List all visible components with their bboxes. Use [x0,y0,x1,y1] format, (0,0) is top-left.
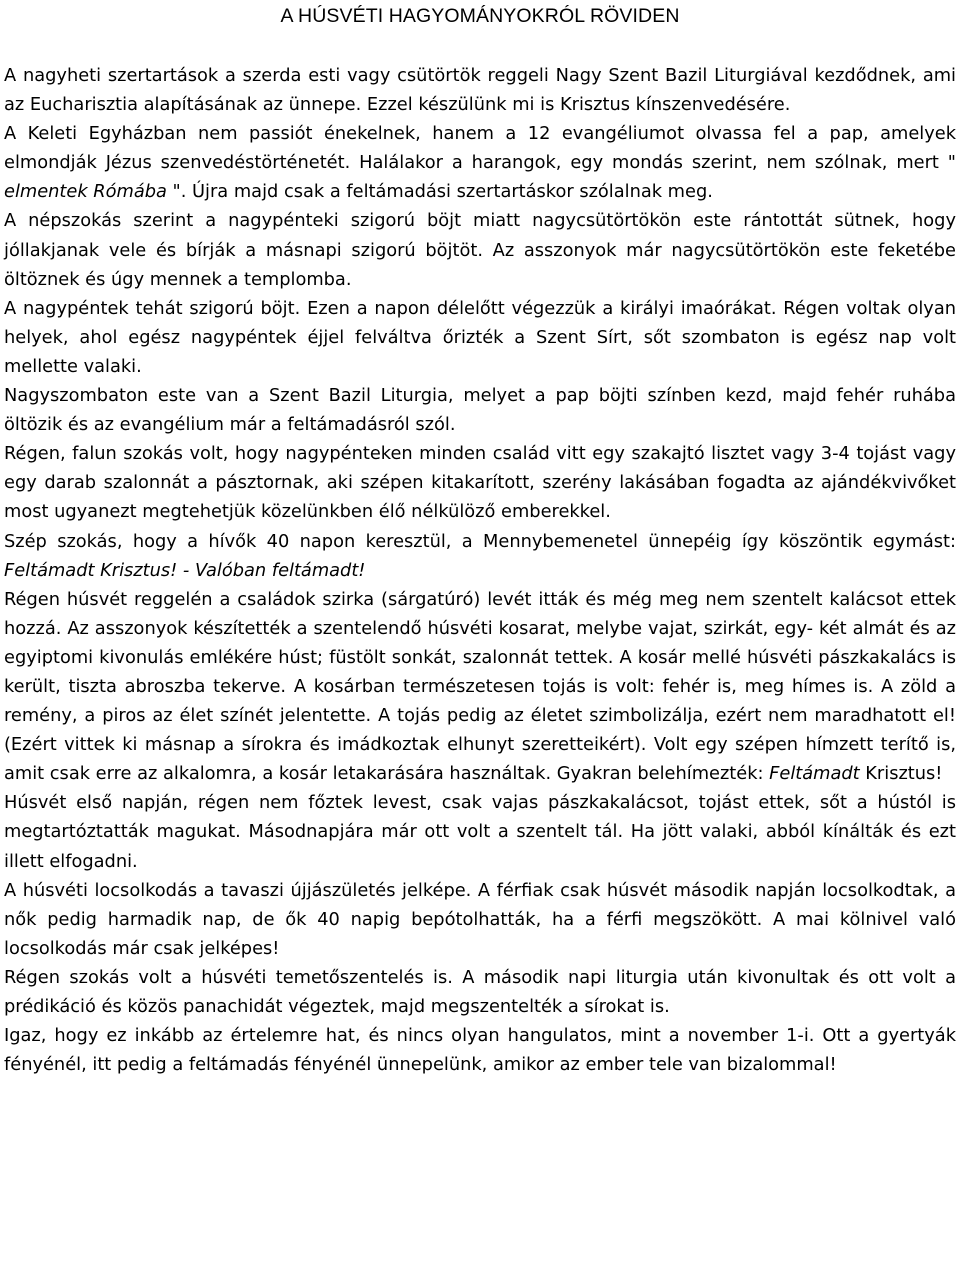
text-segment: Szép szokás, hogy a hívők 40 napon keresztül, a Mennybemenetel ünnepéig így köszöntik egymást: [4,530,956,552]
document-title: A HÚSVÉTI HAGYOMÁNYOKRÓL RÖVIDEN [280,5,680,27]
paragraph [4,61,956,119]
italic-text: Feltámadt Krisztus! - Valóban feltámadt! [4,559,366,581]
paragraph [4,439,956,526]
italic-text: Feltámadt [769,763,860,785]
paragraph [4,294,956,381]
paragraph [4,119,956,206]
text-segment: Krisztus! [859,763,943,785]
text-segment: Húsvét első napján, régen nem főztek levest, csak vajas pászkakalácsot, tojást ettek, sőt a hústól is megtartóztatták magukat. Másodnapjára már ott volt a szentelt tál. Ha jött valaki, abból kínálták és ezt illett elfogadni. [4,792,956,872]
paragraph [4,788,956,875]
text-segment: A nagypéntek tehát szigorú böjt. Ezen a napon délelőtt végezzük a királyi imaórákat. Régen voltak olyan helyek, ahol egész nagypéntek éjjel felváltva őrizték a Szent Sírt, sőt szombaton is egész nap volt mellette valaki. [4,297,956,377]
paragraph [4,876,956,963]
paragraph [4,963,956,1021]
text-segment: Régen szokás volt a húsvéti temetőszentelés is. A második napi liturgia után kivonultak és ott volt a prédikáció és közös panachidát végeztek, majd megszentelték a sírokat is. [4,966,956,1017]
text-segment: Régen húsvét reggelén a családok szirka (sárgatúró) levét itták és még meg nem szentelt kalácsot ettek hozzá. Az asszonyok készítették a szentelendő húsvéti kosarat, melybe vajat, szirkát, egy- két almát és az egyiptomi kivonulás emlékére húst; füstölt sonkát, szalonnát tettek. A kosár mellé húsvéti pászkakalács is került, tiszta abroszba tekerve. A kosárban természetesen tojás is volt: fehér is, meg hímes is. A zöld a remény, a piros az élet színét jelentette. A tojás pedig az életet szimbolizálja, ezért nem maradhatott el! (Ezért vittek ki másnap a sírokra és imádkoztak elhunyt szeretteikért). Volt egy szépen hímzett terítő is, amit csak erre az alkalomra, a kosár letakarására használtak. Gyakran belehímezték: [4,588,956,785]
text-segment: Igaz, hogy ez inkább az értelemre hat, és nincs olyan hangulatos, mint a november 1-i. Ott a gyertyák fényénél, itt pedig a feltámadás fényénél ünnepelünk, amikor az ember tele van bizalommal! [4,1025,956,1076]
paragraph [4,585,956,789]
document-page [4,0,956,1079]
paragraph [4,381,956,439]
text-segment: Régen, falun szokás volt, hogy nagypénteken minden család vitt egy szakajtó lisztet vagy 3-4 tojást vagy egy darab szalonnát a pásztornak, aki szépen kitakarított, szerény lakásában fogadta az ajándékvivőket most ugyanezt megtehetjük közelünkben élő nélkülöző emberekkel. [4,443,956,523]
paragraph [4,206,956,293]
text-segment: A Keleti Egyházban nem passiót énekelnek, hanem a 12 evangéliumot olvassa fel a pap, amelyek elmondják Jézus szenvedéstörténetét. Halálakor a harangok, egy mondás szerint, nem szólnak, mert " [4,123,956,174]
paragraph [4,1021,956,1079]
text-segment: Nagyszombaton este van a Szent Bazil Liturgia, melyet a pap böjti színben kezd, majd fehér ruhába öltözik és az evangélium már a feltámadásról szól. [4,385,956,436]
text-segment: A húsvéti locsolkodás a tavaszi újjászületés jelképe. A férfiak csak húsvét második napján locsolkodtak, a nők pedig harmadik nap, de ők 40 napig bepótolhatták, ha a férfi megszökött. A mai kölnivel való locsolkodás már csak jelképes! [4,879,956,959]
document-body [4,61,956,1079]
text-segment: ". Újra majd csak a feltámadási szertartáskor szólalnak meg. [166,181,713,203]
text-segment: A népszokás szerint a nagypénteki szigorú böjt miatt nagycsütörtökön este rántottát sütnek, hogy jóllakjanak vele és bírják a másnapi szigorú böjtöt. Az asszonyok már nagycsütörtökön este feketébe öltöznek és úgy mennek a templomba. [4,210,956,290]
paragraph [4,527,956,585]
italic-text: elmentek Rómába [4,181,167,203]
text-segment: A nagyheti szertartások a szerda esti vagy csütörtök reggeli Nagy Szent Bazil Liturgiával kezdődnek, ami az Eucharisztia alapításának az ünnepe. Ezzel készülünk mi is Krisztus kínszenvedésére. [4,65,956,116]
